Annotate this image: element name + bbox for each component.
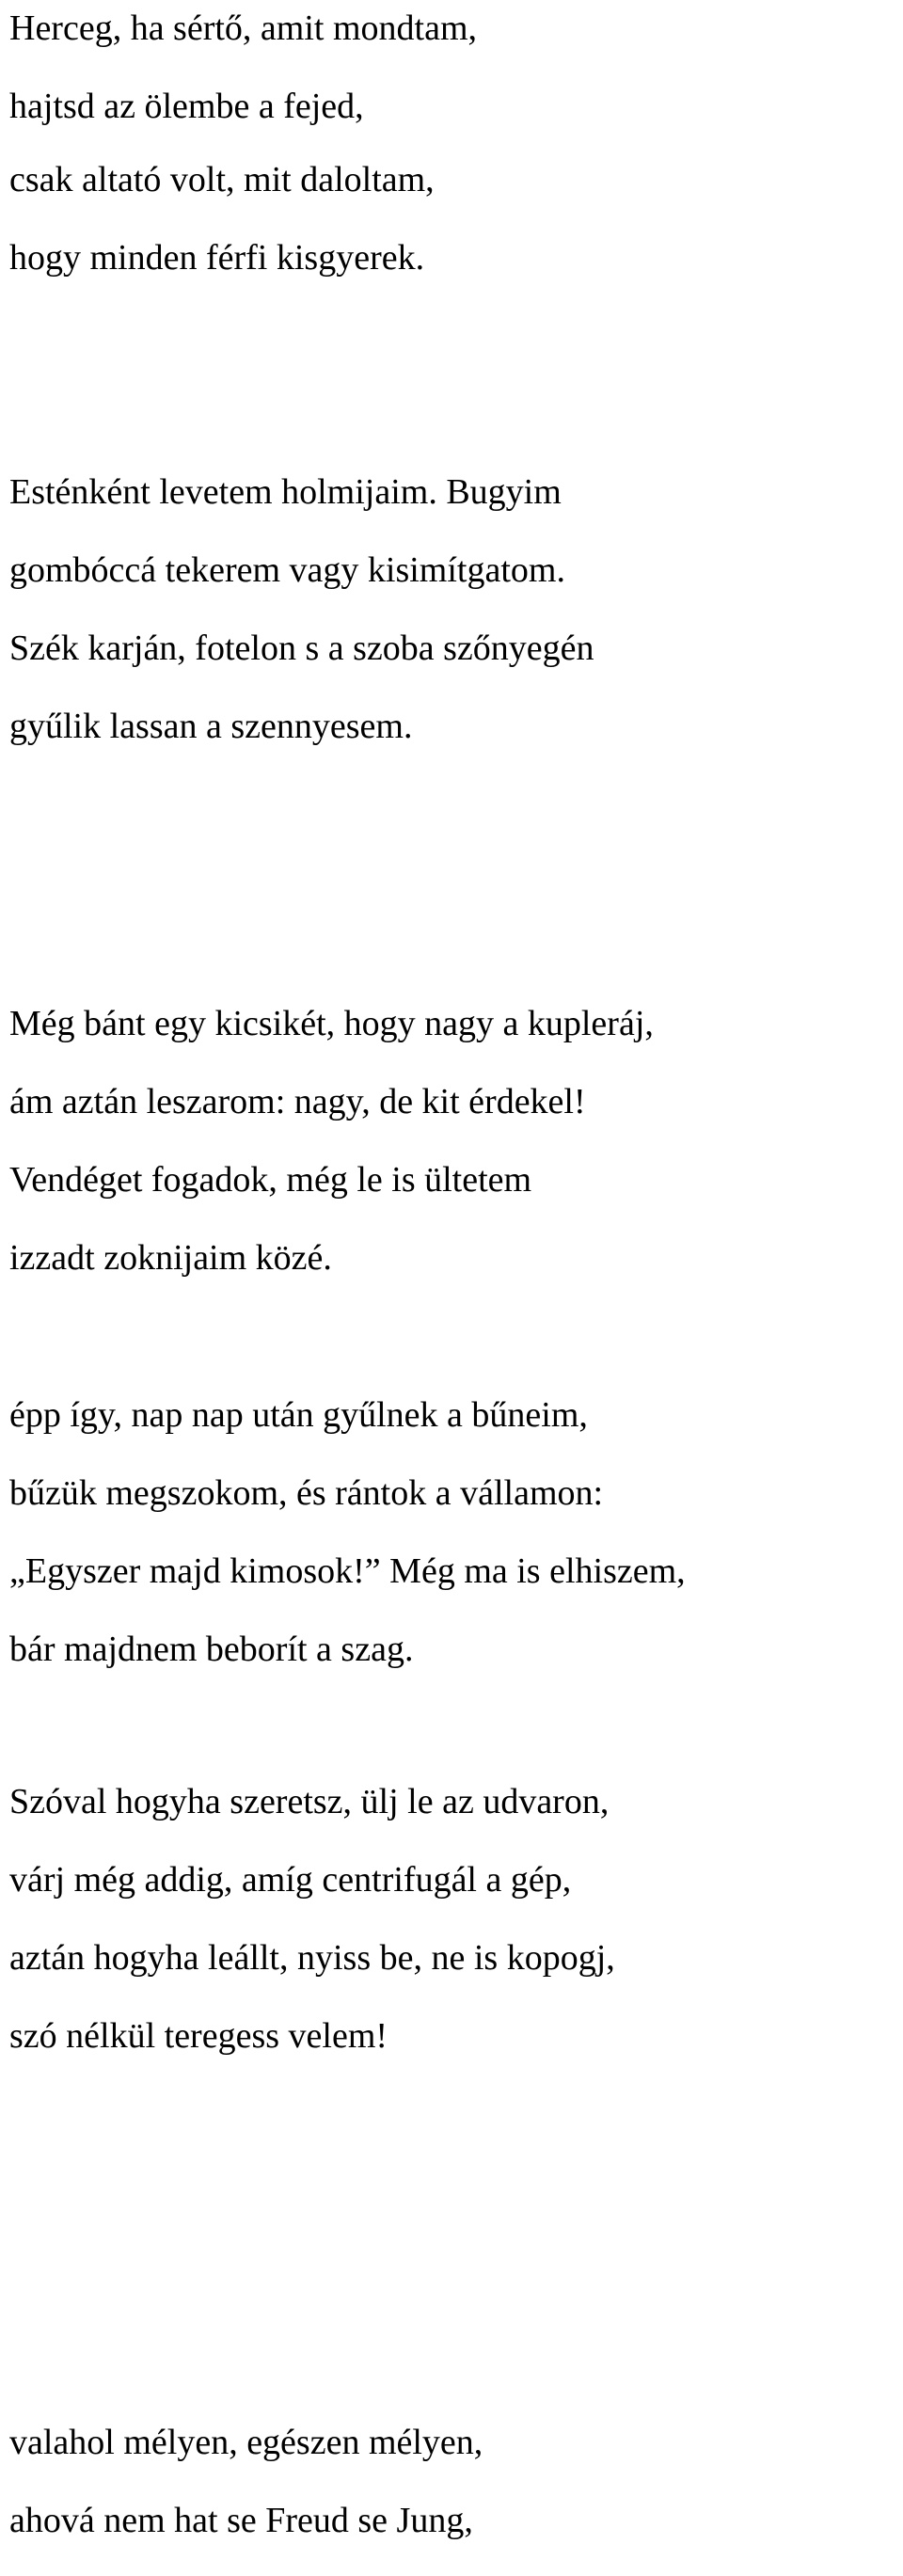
stanza-5 <box>9 1779 615 2091</box>
poem-line: Szék karján, fotelon s a szoba szőnyegén <box>9 628 594 668</box>
blank-line <box>9 782 594 860</box>
blank-line <box>9 1705 686 1783</box>
blank-line <box>9 1313 654 1391</box>
poem-line: ám aztán leszarom: nagy, de kit érdekel! <box>9 1082 586 1121</box>
poem-line: Még bánt egy kicsikét, hogy nagy a kupleráj, <box>9 1004 654 1043</box>
poem-line: gombóccá tekerem vagy kisimítgatom. <box>9 550 565 590</box>
stanza-2 <box>9 157 594 860</box>
poem-line: valahol mélyen, egészen mélyen, <box>9 2423 483 2462</box>
poem-line: aztán hogyha leállt, nyiss be, ne is kopogj, <box>9 1938 615 1978</box>
poem-line: bűzük megszokom, és rántok a vállamon: <box>9 1473 604 1513</box>
poem-line: hajtsd az ölembe a fejed, <box>9 87 364 126</box>
poem-line: hogy minden férfi kisgyerek. <box>9 238 425 278</box>
poem-line: Herceg, ha sértő, amit mondtam, <box>9 8 478 48</box>
poem-line: épp így, nap nap után gyűlnek a bűneim, <box>9 1395 588 1435</box>
stanza-3 <box>9 1001 654 1391</box>
poem-line: Vendéget fogadok, még le is ültetem <box>9 1160 532 1200</box>
poem-line: izzadt zoknijaim közé. <box>9 1238 332 1278</box>
poem-line: Szóval hogyha szeretsz, ülj le az udvaron, <box>9 1782 610 1821</box>
poem-line: várj még addig, amíg centrifugál a gép, <box>9 1860 572 1900</box>
poem-line: gyűlik lassan a szennyesem. <box>9 707 413 746</box>
poem-line: bár majdnem beborít a szag. <box>9 1630 414 1669</box>
stanza-1 <box>9 6 477 162</box>
poem-line: szó nélkül teregess velem! <box>9 2016 388 2056</box>
stanza-4 <box>9 1392 686 1783</box>
poem-line: Esténként levetem holmijaim. Bugyim <box>9 472 562 512</box>
poem-line: „Egyszer majd kimosok!” Még ma is elhiszem, <box>9 1551 686 1591</box>
blank-line <box>9 391 594 469</box>
poem-line: csak altató volt, mit daloltam, <box>9 160 435 199</box>
stanza-6 <box>9 2420 483 2576</box>
poem-line: ahová nem hat se Freud se Jung, <box>9 2501 473 2540</box>
blank-line <box>9 313 594 391</box>
